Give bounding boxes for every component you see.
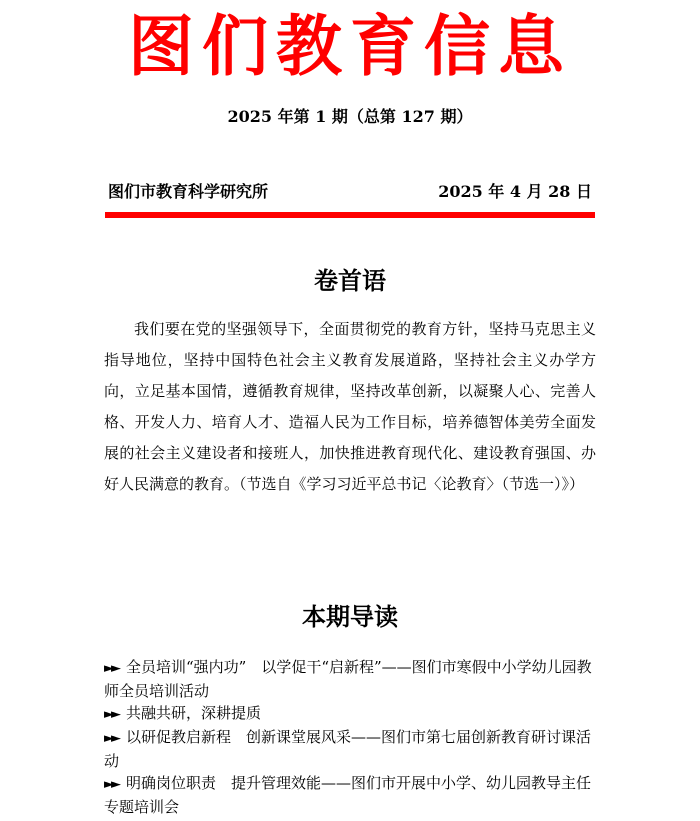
issue-number: 2025 年第 1 期（总第 127 期） [227,107,473,126]
preface-text: 我们要在党的坚强领导下，全面贯彻党的教育方针，坚持马克思主义指导地位，坚持中国特色社会主义教育发展道路，坚持社会主义办学方向，立足基本国情，遵循教育规律，坚持改革创新，以凝聚人心、完善人格、开发人力、培育人才、造福人民为工作目标，培养德智体美劳全面发展的社会主义建设者和接班人，加快推进教育现代化、建设教育强国、办好人民满意的教育。（节选自《学习习近平总书记〈论教育〉（节选一）》） [104,320,596,493]
guide-item-text: 明确岗位职责 提升管理效能——图们市开展中小学、幼儿园教导主任专题培训会 [104,774,592,816]
guide-heading: 本期导读 [302,603,398,631]
guide-item [104,772,596,818]
organization-name: 图们市教育科学研究所 [108,182,269,201]
guide-item [104,656,596,702]
guide-list [104,656,596,818]
preface-heading: 卷首语 [314,267,386,295]
double-arrow-icon: ►► [104,707,118,722]
header-divider [105,212,595,218]
guide-item-text: 全员培训“强内功” 以学促干“启新程”——图们市寒假中小学幼儿园教师全员培训活动 [104,658,592,700]
guide-item [104,702,596,726]
publication-date: 2025 年 4 月 28 日 [438,182,592,201]
double-arrow-icon: ►► [104,731,118,746]
masthead-title: 图们教育信息 [128,7,572,85]
guide-item-text: 共融共研，深耕提质 [126,704,262,722]
double-arrow-icon: ►► [104,661,118,676]
guide-item-text: 以研促教启新程 创新课堂展风采——图们市第七届创新教育研讨课活动 [104,728,592,770]
double-arrow-icon: ►► [104,777,118,792]
guide-item [104,726,596,772]
